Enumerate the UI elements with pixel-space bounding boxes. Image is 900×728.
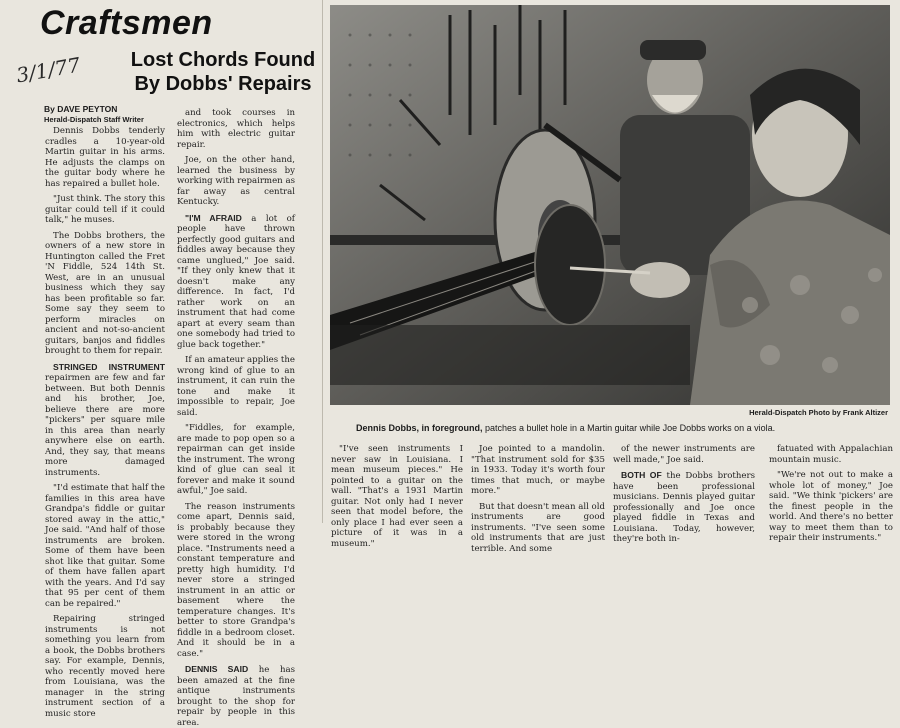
paragraph-text: "Just think. The story this guitar could tell if it could talk," he muses. — [45, 194, 165, 225]
photo-caption — [356, 423, 876, 433]
article-paragraph — [471, 444, 605, 497]
paragraph-lead: "I'M AFRAID — [185, 212, 242, 223]
paragraph-text: "We're not out to make a whole lot of money," Joe said. "We think 'pickers' are the finest people in the world. And there's no better way to meet them than to repair their instruments." — [769, 470, 893, 543]
article-paragraph — [45, 483, 165, 609]
article-paragraph — [45, 126, 165, 189]
paragraph-text: he has been amazed at the fine antique instruments brought to the shop for repair by people in this area. — [177, 665, 296, 728]
article-paragraph — [177, 155, 295, 208]
paragraph-text: The Dobbs brothers, the owners of a new store in Huntington called the Fret 'N Fiddle, 524 14th St. West, are in an unusual business which they say has been profitable so far. Some say they seem to perform miracles on ancient and not-so-ancient guitars, banjos and fiddles brought to them for repair. — [45, 230, 165, 356]
paragraph-text: "I've seen instruments I never saw in Louisiana. I mean museum pieces." He pointed to a guitar on the wall. "That's a 1931 Martin guitar. Not only had I never seen that model before, the only place I had ever seen a picture of it was in a museum." — [331, 444, 463, 549]
article-photo — [330, 5, 890, 405]
article-column-4 — [471, 444, 605, 554]
article-paragraph — [471, 502, 605, 555]
caption-text: patches a bullet hole in a Martin guitar while Joe Dobbs works on a viola. — [482, 423, 776, 433]
caption-subject: Dennis Dobbs, in foreground, — [356, 423, 483, 433]
article-paragraph — [177, 664, 295, 728]
paragraph-text: fatuated with Appalachian mountain music. — [769, 444, 893, 465]
article-column-3 — [331, 444, 463, 549]
paragraph-text: of the newer instruments are well made," Joe said. — [613, 444, 755, 465]
paragraph-text: If an amateur applies the wrong kind of glue to an instrument, it can ruin the tone and make it impossible to repair, Joe said. — [177, 355, 295, 418]
paragraph-text: repairmen are few and far between. But both Dennis and his brother, Joe, believe there are more "pickers" per square mile in this area than nearly anywhere else on earth. And, they say, that means more damaged instruments. — [45, 373, 165, 478]
paragraph-text: Joe pointed to a mandolin. "That instrument sold for $35 in 1933. Today it's worth four times that much, or maybe more." — [471, 444, 605, 496]
article-paragraph — [177, 423, 295, 497]
article-paragraph — [45, 362, 165, 479]
article-paragraph — [177, 502, 295, 660]
article-paragraph — [177, 355, 295, 418]
byline-title: Herald-Dispatch Staff Writer — [44, 115, 144, 124]
paragraph-text: The reason instruments come apart, Dennis said, is probably because they were stored in the wrong place. "Instruments need a constant temperature and pretty high humidity. I'd never store a stringed instrument in an attic or basement where the temperature changes. It's better to store Grandpa's fiddle in a bedroom closet. And it should be in a case." — [177, 501, 295, 659]
photo-credit: Herald-Dispatch Photo by Frank Altizer — [749, 408, 888, 417]
handwritten-date: 3/1/77 — [14, 52, 82, 88]
byline: By DAVE PEYTON — [44, 104, 118, 114]
paragraph-text: a lot of people have thrown perfectly good guitars and fiddles away because they came unglued," Joe said. "If they only knew that it doesn't make any difference. In fact, I'd rather work on an instrument that had come apart at every seam than one somebody had tried to glue back together." — [177, 213, 295, 350]
paragraph-lead: STRINGED INSTRUMENT — [53, 361, 165, 372]
article-paragraph — [45, 231, 165, 357]
article-column-2 — [177, 108, 296, 728]
paragraph-lead: DENNIS SAID — [185, 664, 249, 674]
article-paragraph — [177, 108, 295, 150]
paragraph-lead: BOTH OF — [621, 470, 662, 480]
section-kicker: Craftsmen — [40, 4, 213, 42]
article-paragraph — [613, 444, 755, 465]
paragraph-text: and took courses in electronics, which helps him with electric guitar repair. — [177, 108, 295, 150]
article-column-6 — [769, 444, 893, 543]
headline: Lost Chords Found By Dobbs' Repairs — [130, 49, 316, 95]
paragraph-text: Dennis Dobbs tenderly cradles a 10-year-old Martin guitar in his arms. He adjusts the clamps on the guitar body where he has repaired a bullet hole. — [45, 126, 165, 189]
article-paragraph — [331, 444, 463, 549]
paragraph-text: the Dobbs brothers have been professional musicians. Dennis played guitar professionally and Joe once played fiddle in Texas and Louisiana. Today, however, they're both in- — [613, 471, 755, 544]
article-column-1 — [45, 126, 165, 719]
paragraph-text: Joe, on the other hand, learned the business by working with repairmen as far away as central Kentucky. — [177, 155, 295, 207]
paragraph-text: "I'd estimate that half the families in this area have Grandpa's fiddle or guitar stored away in the attic," Joe said. "And half of those instruments are broken. Some of them have been shot like that guitar. Some of them have fallen apart with the years. And I'd say that 95 per cent of them can be repaired." — [45, 483, 165, 609]
article-column-5 — [613, 444, 755, 544]
paragraph-text: "Fiddles, for example, are made to pop open so a repairman can get inside the instrument. The wrong kind of glue can seal it forever and make it sound awful," Joe said. — [177, 423, 295, 496]
article-paragraph — [769, 444, 893, 465]
article-paragraph — [769, 470, 893, 544]
paragraph-text: But that doesn't mean all old instruments are good instruments. "I've seen some old instruments that are just terrible. And some — [471, 501, 605, 554]
article-paragraph — [177, 213, 295, 351]
article-paragraph — [613, 470, 755, 545]
article-paragraph — [45, 194, 165, 226]
article-paragraph — [45, 614, 165, 719]
workshop-photo-illustration — [330, 5, 890, 405]
paragraph-text: Repairing stringed instruments is not something you learn from a book, the Dobbs brothers say. For example, Dennis, who recently moved here from Louisiana, was the manager in the string instrument section of a music store — [45, 614, 165, 719]
